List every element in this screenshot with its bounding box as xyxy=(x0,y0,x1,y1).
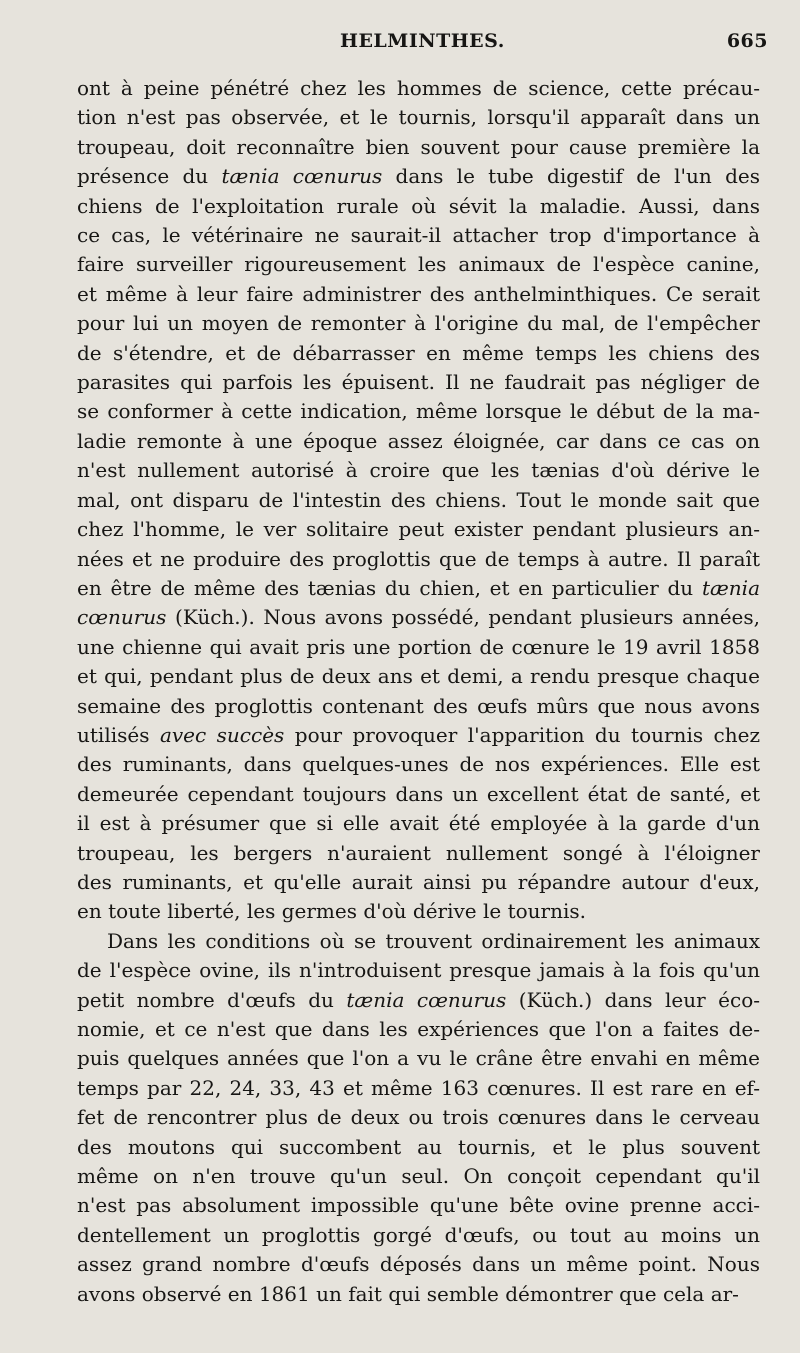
text-line: une chienne qui avait pris une portion de cœnure le 19 avril 1858 xyxy=(77,634,760,659)
page-number: 665 xyxy=(726,30,768,52)
italic-term: tænia cœnurus xyxy=(346,987,507,1012)
body-text xyxy=(77,74,760,1309)
text-line: en être de même des tænias du chien, et en particulier du tænia xyxy=(77,575,760,600)
text-line: des moutons qui succombent au tournis, et le plus souvent xyxy=(77,1134,760,1159)
italic-term: tænia cœnurus xyxy=(221,164,383,189)
text-line: parasites qui parfois les épuisent. Il ne faudrait pas négliger de xyxy=(77,370,760,395)
text-line: nées et ne produire des proglottis que de temps à autre. Il paraît xyxy=(77,546,760,571)
text-line: en toute liberté, les germes d'où dérive le tournis. xyxy=(77,899,586,924)
text-line: et même à leur faire administrer des anthelminthiques. Ce serait xyxy=(77,281,760,306)
running-title: HELMINTHES. xyxy=(340,30,505,52)
text-line: fet de rencontrer plus de deux ou trois cœnures dans le cerveau xyxy=(77,1105,760,1130)
paragraph xyxy=(77,927,760,1309)
text-line: faire surveiller rigoureusement les animaux de l'espèce canine, xyxy=(77,252,760,277)
text-line: mal, ont disparu de l'intestin des chiens. Tout le monde sait que xyxy=(77,487,760,512)
text-line: des ruminants, et qu'elle aurait ainsi pu répandre autour d'eux, xyxy=(77,869,760,894)
text-line: Dans les conditions où se trouvent ordinairement les animaux xyxy=(107,928,760,953)
text-line: des ruminants, dans quelques-unes de nos expériences. Elle est xyxy=(77,752,760,777)
text-line: présence du tænia cœnurus dans le tube digestif de l'un des xyxy=(77,164,760,189)
text-line: n'est nullement autorisé à croire que les tænias d'où dérive le xyxy=(77,458,760,483)
text-line: et qui, pendant plus de deux ans et demi, a rendu presque chaque xyxy=(77,664,760,689)
text-line: puis quelques années que l'on a vu le crâne être envahi en même xyxy=(77,1046,760,1071)
text-line: troupeau, les bergers n'auraient nullement songé à l'éloigner xyxy=(77,840,760,865)
italic-term: avec succès xyxy=(159,722,285,747)
text-line: n'est pas absolument impossible qu'une bête ovine prenne acci- xyxy=(77,1193,760,1218)
text-line: chez l'homme, le ver solitaire peut exister pendant plusieurs an- xyxy=(77,517,760,542)
text-line: cœnurus (Küch.). Nous avons possédé, pendant plusieurs années, xyxy=(77,605,760,630)
text-line: même on n'en trouve qu'un seul. On conçoit cependant qu'il xyxy=(77,1164,760,1189)
text-line: se conformer à cette indication, même lorsque le début de la ma- xyxy=(77,399,760,424)
text-line: ce cas, le vétérinaire ne saurait-il attacher trop d'importance à xyxy=(77,223,760,248)
text-line: de s'étendre, et de débarrasser en même temps les chiens des xyxy=(77,340,760,365)
text-line: assez grand nombre d'œufs déposés dans un même point. Nous xyxy=(77,1252,760,1277)
text-line: petit nombre d'œufs du tænia cœnurus (Küch.) dans leur éco- xyxy=(77,987,760,1012)
italic-term: tænia xyxy=(701,575,760,600)
text-line: ladie remonte à une époque assez éloignée, car dans ce cas on xyxy=(77,428,760,453)
text-line: demeurée cependant toujours dans un excellent état de santé, et xyxy=(77,781,760,806)
text-line: temps par 22, 24, 33, 43 et même 163 cœnures. Il est rare en ef- xyxy=(77,1075,760,1100)
text-line: semaine des proglottis contenant des œufs mûrs que nous avons xyxy=(77,693,760,718)
text-line: ont à peine pénétré chez les hommes de science, cette précau- xyxy=(77,76,760,100)
text-line: chiens de l'exploitation rurale où sévit la maladie. Aussi, dans xyxy=(77,193,760,218)
text-line: pour lui un moyen de remonter à l'origine du mal, de l'empêcher xyxy=(77,311,760,336)
page-header xyxy=(77,30,768,60)
text-line: avons observé en 1861 un fait qui semble démontrer que cela ar- xyxy=(77,1281,739,1306)
text-line: de l'espèce ovine, ils n'introduisent presque jamais à la fois qu'un xyxy=(77,958,760,983)
text-line: nomie, et ce n'est que dans les expériences que l'on a faites de- xyxy=(77,1017,760,1041)
text-line: il est à présumer que si elle avait été employée à la garde d'un xyxy=(77,811,760,836)
text-line: dentellement un proglottis gorgé d'œufs, ou tout au moins un xyxy=(77,1222,760,1247)
italic-term: cœnurus xyxy=(77,605,167,630)
paragraph xyxy=(77,74,760,927)
text-line: tion n'est pas observée, et le tournis, lorsqu'il apparaît dans un xyxy=(77,105,760,130)
text-line: troupeau, doit reconnaître bien souvent pour cause première la xyxy=(77,134,760,159)
text-line: utilisés avec succès pour provoquer l'apparition du tournis chez xyxy=(77,722,761,747)
